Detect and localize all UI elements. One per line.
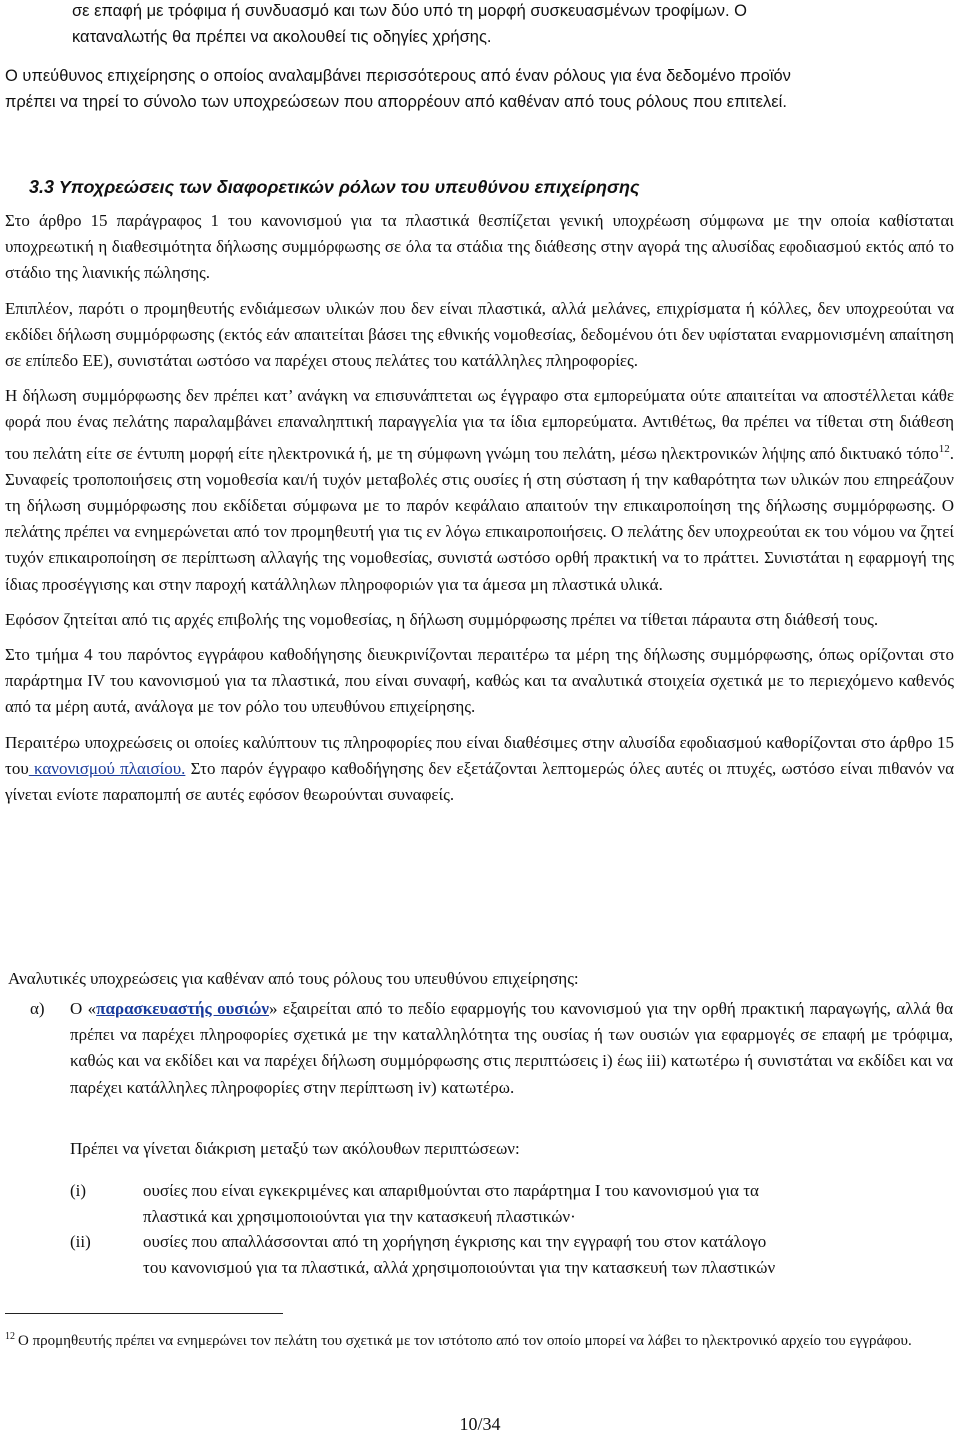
sub-marker: (i) — [70, 1181, 87, 1200]
section-heading: 3.3 Υποχρεώσεις των διαφορετικών ρόλων του υπευθύνου επιχείρησης — [29, 177, 640, 197]
authorities-paragraph: Εφόσον ζητείται από τις αρχές επιβολής της νομοθεσίας, η δήλωση συμμόρφωσης πρέπει να τίθεται πάραυτα στη διάθεσή τους. — [5, 609, 879, 629]
framework-regulation-link[interactable]: κανονισμού πλαισίου. — [28, 758, 186, 778]
article15-paragraph: Στο άρθρο 15 παράγραφος 1 του κανονισμού για τα πλαστικά θεσπίζεται γενική υποχρέωση σύμφωνα με την οποία καθίσταται υποχρεωτική η διαθεσιμότητα δήλωσης συμμόρφωσης σε όλα τα στάδια της διάθεσης στην αγορά της αλυσίδας εφοδιασμού εκτός από το στάδιο της λιανικής πώλησης. — [5, 211, 954, 283]
footnote-text: Ο προμηθευτής πρέπει να ενημερώνει τον πελάτη του σχετικά με τον ιστότοπο από τον οποίο μπορεί να λάβει το ηλεκτρονικό αρχείο του εγγράφου. — [18, 1333, 912, 1349]
further-text-b: Στο παρόν έγγραφο καθοδήγησης δεν εξετάζονται λεπτομερώς όλες αυτές οι πτυχές, ωστόσο είναι πιθανόν να γίνεται ενίοτε παραπομπή σε αυτές εφόσον θεωρούνται συναφείς. — [5, 758, 954, 805]
sub-marker: (ii) — [70, 1232, 91, 1251]
supplier-paragraph: Επιπλέον, παρότι ο προμηθευτής ενδιάμεσων υλικών που δεν είναι πλαστικά, αλλά μελάνες, επιχρίσματα ή κόλλες, δεν υποχρεούται να εκδίδει δήλωση συμμόρφωσης (εκτός εάν απαιτείται βάσει της εθνικής νομοθεσίας, δεδομένου ότι δεν υφίσταται εναρμονισμένη απαίτηση σε επίπεδο ΕΕ), συνιστάται ωστόσο να παρέχει στους πελάτες του κατάλληλες πληροφορίες. — [5, 298, 954, 371]
item-text-pre: Ο « — [70, 999, 97, 1018]
list-item-a — [30, 996, 953, 1101]
sub-item-text — [143, 1229, 953, 1281]
page-number: 10/34 — [459, 1414, 501, 1434]
sub-item-text — [143, 1178, 953, 1230]
sub-item-i — [70, 1178, 953, 1230]
further-obligations-paragraph — [5, 730, 954, 809]
text-line: σε επαφή με τρόφιμα ή συνδυασμό και των δύο υπό τη μορφή συσκευασμένων τροφίμων. Ο — [72, 2, 748, 20]
further-text-a: Περαιτέρω υποχρεώσεις οι οποίες καλύπτουν τις πληροφορίες που είναι διαθέσιμες στην αλυσίδα εφοδιασμού καθορίζονται στο άρθρο 15 του — [5, 732, 954, 778]
text-line: ουσίες που απαλλάσσονται από τη χορήγηση έγκρισης και την εγγραφή του στον κατάλογο — [143, 1232, 767, 1251]
distinction-text: Πρέπει να γίνεται διάκριση μεταξύ των ακόλουθων περιπτώσεων: — [70, 1139, 520, 1158]
text-line: καταναλωτής θα πρέπει να ακολουθεί τις οδηγίες χρήσης. — [72, 28, 492, 46]
list-item-text — [70, 996, 953, 1101]
text-line: πρέπει να τηρεί το σύνολο των υποχρεώσεων που απορρέουν από καθέναν από τους ρόλους που επιτελεί. — [5, 93, 787, 111]
footnote-reference[interactable]: 12 — [938, 442, 950, 455]
text-line: του κανονισμού για τα πλαστικά, αλλά χρησιμοποιούνται για την κατασκευή των πλαστικών — [143, 1258, 776, 1278]
multiple-roles-paragraph — [5, 63, 954, 115]
sub-item-ii — [70, 1229, 953, 1281]
section-body — [5, 208, 954, 817]
continued-paragraph — [72, 0, 952, 50]
footnote — [5, 1325, 952, 1353]
text-line: πλαστικά και χρησιμοποιούνται για την κατασκευή πλαστικών· — [143, 1207, 576, 1227]
declaration-text-a: Η δήλωση συμμόρφωσης δεν πρέπει κατ’ ανάγκη να επισυνάπτεται ως έγγραφο στα εμπορεύματα ούτε απαιτείται να αποστέλλεται κάθε φορά που ένας πελάτης παραλαμβάνει επαναληπτική παραγγελία για τα ίδια εμπορεύματα. Αντιθέτως, θα πρέπει να τίθεται στη διάθεση του πελάτη είτε σε έντυπη μορφή είτε ηλεκτρονικά ή, με τη σύμφωνη γνώμη του πελάτη, μέσω ηλεκτρονικών λήψης από δικτυακό τόπο — [5, 386, 954, 463]
section4-paragraph: Στο τμήμα 4 του παρόντος εγγράφου καθοδήγησης διευκρινίζονται περαιτέρω τα μέρη της δήλωσης συμμόρφωσης, όπως ορίζονται στο παράρτημα IV του κανονισμού για τα πλαστικά, που είναι συναφή, καθώς και τα αναλυτικά στοιχεία σχετικά με το περιεχόμενο καθενός από τα μέρη αυτά, ανάλογα με τον ρόλο του υπευθύνου επιχείρησης. — [5, 645, 954, 717]
list-marker: α) — [30, 999, 45, 1018]
declaration-paragraph — [5, 383, 954, 598]
footnote-separator — [5, 1313, 283, 1314]
item-text-post: » εξαιρείται από το πεδίο εφαρμογής του κανονισμού για την ορθή πρακτική παραγωγής, αλλά θα πρέπει να παρέχει πληροφορίες σχετικά με την καταλληλότητα της ουσίας ή των ουσιών για εφαρμογές σε επαφή με τρόφιμα, καθώς και να εκδίδει και να παρέχει δήλωση συμμόρφωσης στις περιπτώσεις i) έως iii) κατωτέρω ή συνιστάται να εκδίδει και να παρέχει κατάλληλες πληροφορίες στην περίπτωση iv) κατωτέρω. — [70, 999, 954, 1097]
text-line: ουσίες που είναι εγκεκριμένες και απαριθμούνται στο παράρτημα I του κανονισμού για τα — [143, 1181, 759, 1200]
substance-manufacturer-link[interactable]: παρασκευαστής ουσιών — [96, 999, 269, 1018]
declaration-text-b: . Συναφείς τροποποιήσεις στη νομοθεσία και/ή τυχόν μεταβολές στις ουσίες ή στη σύσταση ή την καθαρότητα των υλικών που επηρεάζουν τη δήλωση συμμόρφωσης που εκδίδεται σύμφωνα με το παρόν κεφάλαιο απαιτούν την επικαιροποίηση της δήλωσης συμμόρφωσης. Ο πελάτης πρέπει να ενημερώνεται από τον προμηθευτή για τις εν λόγω επικαιροποιήσεις. Ο πελάτης δεν υποχρεούται εκ του νόμου να ζητεί τυχόν επικαιροποίηση σε περίπτωση αλλαγής της νομοθεσίας, συνιστά ωστόσο ορθή πρακτική να το πράττει. Συνιστάται η εφαρμογή της ίδιας προσέγγισης και στην παροχή κατάλληλων πληροφοριών για τα άμεσα μη πλαστικά υλικά. — [5, 443, 954, 594]
footnote-number: 12 — [5, 1331, 15, 1342]
obligations-intro: Αναλυτικές υποχρεώσεις για καθέναν από τους ρόλους του υπευθύνου επιχείρησης: — [8, 969, 579, 988]
text-line: Ο υπεύθυνος επιχείρησης ο οποίος αναλαμβάνει περισσότερους από έναν ρόλους για ένα δεδομένο προϊόν — [5, 67, 791, 85]
